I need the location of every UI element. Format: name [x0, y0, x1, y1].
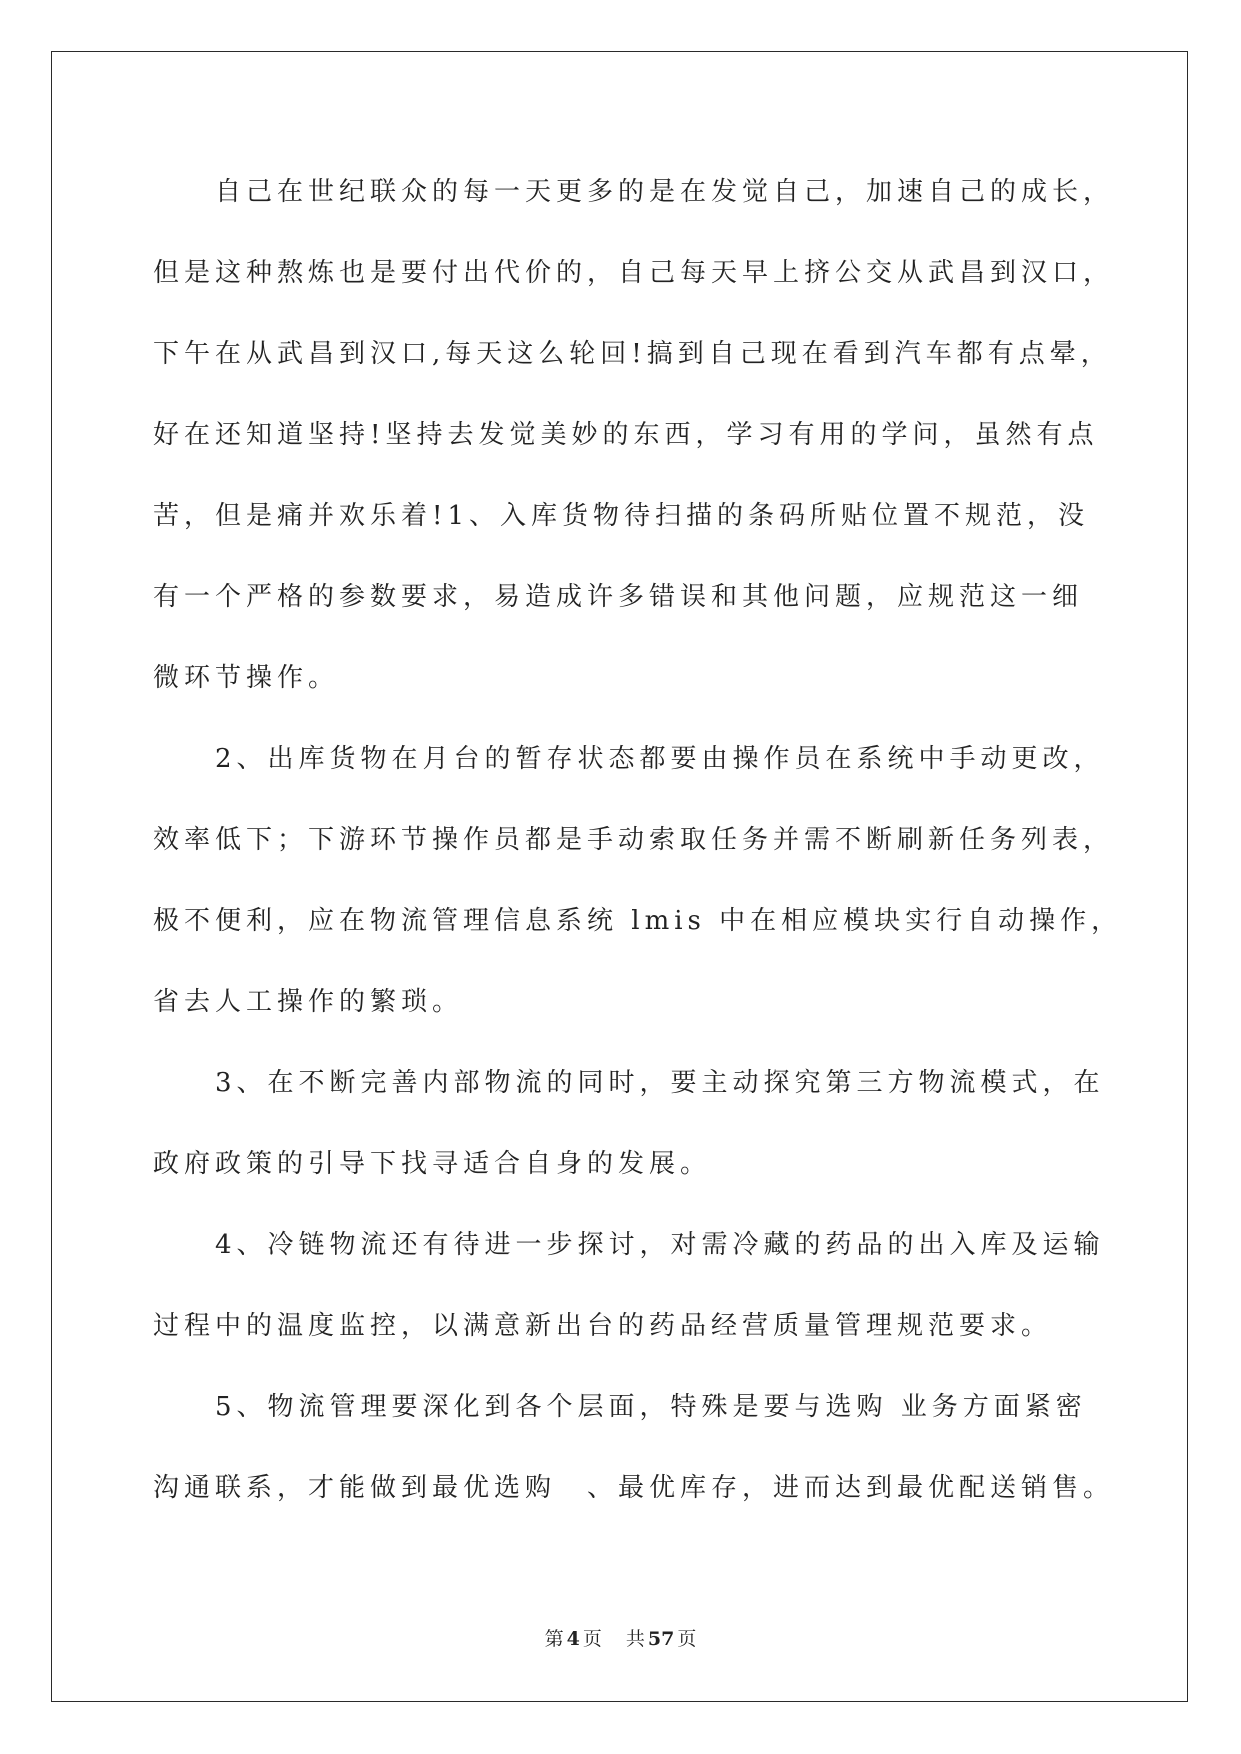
- text-line: 有一个严格的参数要求，易造成许多错误和其他问题，应规范这一细: [153, 582, 1084, 612]
- page-prefix: 第: [544, 1628, 564, 1650]
- text-line: 5、物流管理要深化到各个层面，特殊是要与选购 业务方面紧密: [215, 1392, 1087, 1422]
- text-line: 省去人工操作的繁琐。: [153, 987, 464, 1017]
- text-line: 2、出库货物在月台的暂存状态都要由操作员在系统中手动更改，: [215, 744, 1105, 774]
- text-line: 沟通联系，才能做到最优选购 、最优库存，进而达到最优配送销售。: [153, 1473, 1115, 1503]
- text-line: 苦，但是痛并欢乐着!1、入库货物待扫描的条码所贴位置不规范，没: [153, 501, 1089, 531]
- text-line: 过程中的温度监控，以满意新出台的药品经营质量管理规范要求。: [153, 1311, 1053, 1341]
- text-line: 但是这种熬炼也是要付出代价的，自己每天早上挤公交从武昌到汉口，: [153, 258, 1115, 288]
- text-line: 好在还知道坚持!坚持去发觉美妙的东西，学习有用的学问，虽然有点: [153, 420, 1099, 450]
- total-suffix: 页: [677, 1628, 697, 1650]
- page-footer: [0, 1624, 1241, 1654]
- page-number: 4: [566, 1628, 580, 1650]
- total-pages-indicator: [626, 1628, 696, 1650]
- text-line: 效率低下；下游环节操作员都是手动索取任务并需不断刷新任务列表，: [153, 825, 1115, 855]
- text-line: 微环节操作。: [153, 663, 340, 693]
- total-prefix: 共: [625, 1628, 645, 1650]
- text-line: 极不便利，应在物流管理信息系统 lmis 中在相应模块实行自动操作，: [153, 906, 1123, 936]
- text-line: 3、在不断完善内部物流的同时，要主动探究第三方物流模式，在: [215, 1068, 1105, 1098]
- page-indicator: [545, 1628, 602, 1650]
- page-suffix: 页: [582, 1628, 602, 1650]
- text-line: 政府政策的引导下找寻适合自身的发展。: [153, 1149, 712, 1179]
- body-text: [153, 152, 1163, 1529]
- total-pages: 57: [647, 1628, 675, 1650]
- text-line: 下午在从武昌到汉口,每天这么轮回!搞到自己现在看到汽车都有点晕，: [153, 339, 1112, 369]
- text-line: 自己在世纪联众的每一天更多的是在发觉自己，加速自己的成长，: [215, 177, 1115, 207]
- text-line: 4、冷链物流还有待进一步探讨，对需冷藏的药品的出入库及运输: [215, 1230, 1105, 1260]
